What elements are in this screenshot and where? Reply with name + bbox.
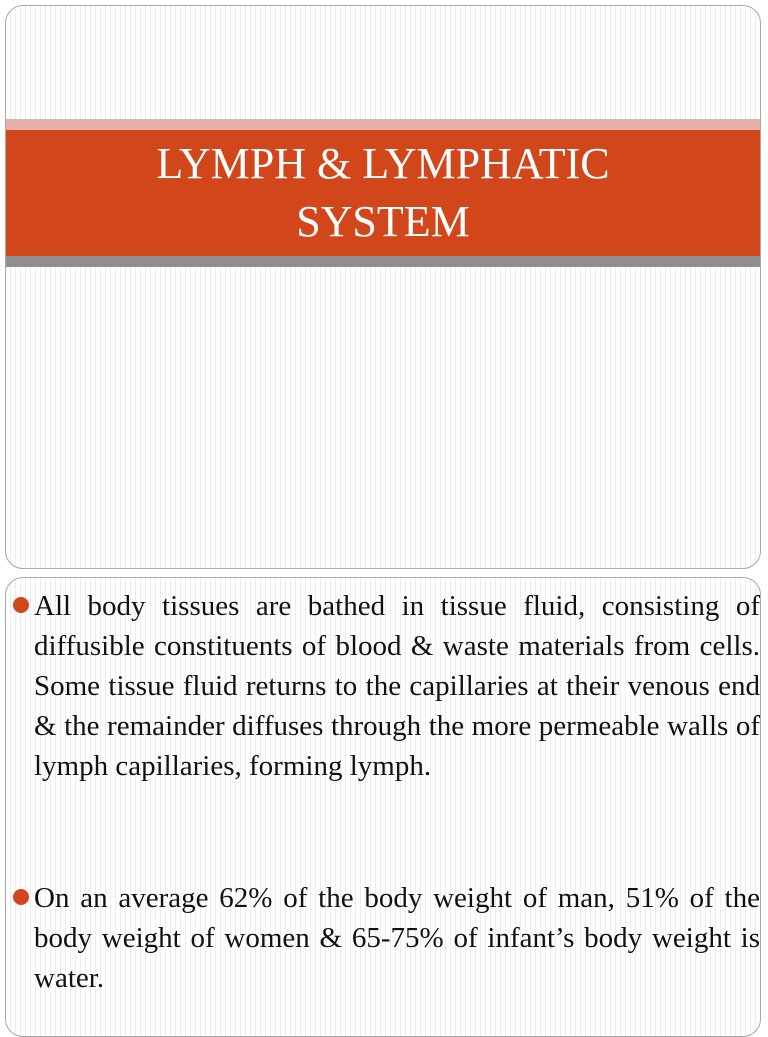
slide-title: LYMPH & LYMPHATIC SYSTEM (156, 139, 610, 246)
title-slide (5, 5, 761, 569)
bullet-item (10, 586, 760, 786)
bullet-list (6, 578, 760, 1036)
bullet-item (10, 878, 760, 998)
bullet-dot-icon (13, 597, 29, 613)
bullet-text: All body tissues are bathed in tissue fluid, consisting of diffusible constituents of blood & waste materials from cells. Some tissue fluid returns to the capillaries at their venous end & the remainder diffuses through the more permeable walls of lymph capillaries, forming lymph. (34, 590, 760, 782)
bullet-dot-icon (13, 889, 29, 905)
title-band (6, 130, 760, 256)
content-slide (5, 577, 761, 1037)
title-top-strip (6, 119, 760, 130)
title-bottom-strip (6, 256, 760, 267)
bullet-text: On an average 62% of the body weight of man, 51% of the body weight of women & 65-75% of infant’s body weight is water. (34, 882, 760, 994)
